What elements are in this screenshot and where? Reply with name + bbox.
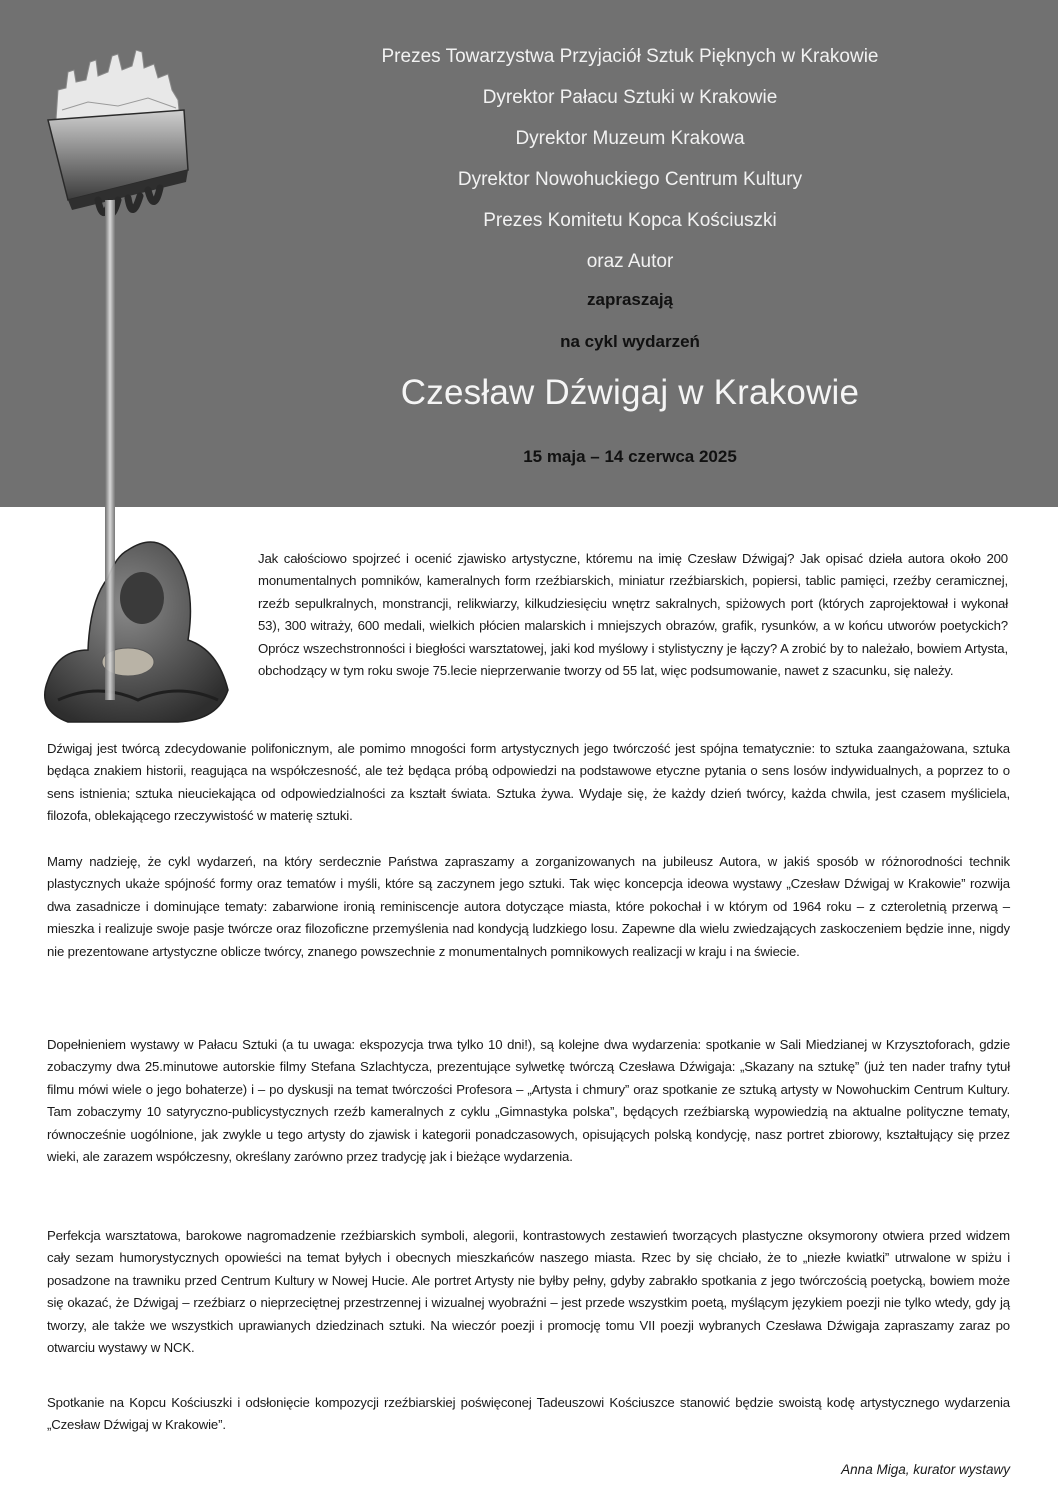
page-title: Czesław Dźwigaj w Krakowie xyxy=(400,373,860,412)
host-line-3: Dyrektor Muzeum Krakowa xyxy=(515,128,745,149)
paragraph-concept: Mamy nadzieję, że cykl wydarzeń, na który serdecznie Państwa zapraszamy a zorganizowanych na jubileusz Autora, w jakiś sposób w różnorodności technik plastycznych ukaże spójność formy oraz tematów i myśli, które są zaczynem jego sztuki. Tak więc koncepcja ideowa wystawy „Czesław Dźwigaj w Krakowie” rozwija dwa zasadnicze i dominujące tematy: zabarwione ironią reminiscencje autora dotyczące miasta, które pokochał i w którym od 1964 roku – z czteroletnią przerwą – mieszka i realizuje swoje pasje twórcze oraz filozoficzne przemyślenia nad kondycją ludzkiego losu. Zapewne dla wielu zwiedzających zaskoczeniem będzie inne, nigdy nie prezentowane artystyczne oblicze twórcy, znanego powszechnie z monumentalnych pomnikowych realizacji w kraju i na świecie. xyxy=(47,854,1010,959)
paragraph-polyphonic: Dźwigaj jest twórcą zdecydowanie polifonicznym, ale pomimo mnogości form artystycznych jego twórczość jest spójna tematycznie: to sztuka zaangażowana, sztuka będąca znakiem historii, reagująca na współczesność, ale też będąca próbą odpowiedzi na podstawowe etyczne pytania o sens losów indywidualnych, a poprzez to o sens istnienia; sztuka nieuciekająca od odpowiedzialności za kształt świata. Sztuka żywa. Wydaje się, że każdy dzień twórcy, każda chwila, jest czasem myśliciela, filozofa, oblekającego rzeczywistość w materię sztuki. xyxy=(47,741,1010,824)
host-line-4: Dyrektor Nowohuckiego Centrum Kultury xyxy=(457,169,803,190)
event-dates: 15 maja – 14 czerwca 2025 xyxy=(523,447,737,466)
host-line-1: Prezes Towarzystwa Przyjaciół Sztuk Pięknych w Krakowie xyxy=(381,46,879,67)
curator-signature: Anna Miga, kurator wystawy xyxy=(841,1462,1010,1477)
host-line-6: oraz Autor xyxy=(586,251,674,272)
invite-verb: zapraszają xyxy=(587,290,673,309)
host-line-5: Prezes Komitetu Kopca Kościuszki xyxy=(483,210,777,231)
sculpture-image xyxy=(28,50,248,730)
invite-object: na cykl wydarzeń xyxy=(560,332,700,351)
paragraph-events: Dopełnieniem wystawy w Pałacu Sztuki (a tu uwaga: ekspozycja trwa tylko 10 dni!), są kolejne dwa wydarzenia: spotkanie w Sali Miedzianej w Krzysztoforach, gdzie zobaczymy dwa 25.minutowe autorskie filmy Stefana Szlachtycza, prezentujące sylwetkę twórczą Czesława Dźwigaja: „Skazany na sztukę” (już ten nader trafny tytuł filmu mówi wiele o jego bohaterze) i – po dyskusji na temat twórczości Profesora – „Artysta i chmury” oraz spotkanie ze sztuką artysty w Nowohuckim Centrum Kultury. Tam zobaczymy 10 satyryczno-publicystycznych rzeźb kameralnych z cyklu „Gimnastyka polska”, będących rzeźbiarską wypowiedzią na aktualne polityczne tematy, równocześnie uogólnione, jak zwykle u tego artysty do zjawisk i kategorii ponadczasowych, opisujących polską kondycję, nasz portret zbiorowy, kształtujący się przez wieki, ale zarazem współczesny, określany zarówno przez tradycję jak i bieżące wydarzenia. xyxy=(47,1037,1010,1165)
host-line-2: Dyrektor Pałacu Sztuki w Krakowie xyxy=(482,87,778,108)
host-list xyxy=(300,36,960,282)
paragraph-kosciuszko: Spotkanie na Kopcu Kościuszki i odsłonięcie kompozycji rzeźbiarskiej poświęconej Tadeuszowi Kościuszce stanowić będzie swoistą kodę artystycznego wydarzenia „Czesław Dźwigaj w Krakowie”. xyxy=(47,1395,1010,1433)
paragraph-craft: Perfekcja warsztatowa, barokowe nagromadzenie rzeźbiarskich symboli, alegorii, kontrastowych zestawień tworzących plastyczne oksymorony otwiera przed widzem cały sezam humorystycznych opowieści na temat byłych i obecnych mieszkańców naszego miasta. Rzec by się chciało, że to „niezłe kwiatki” utrwalone w spiżu i posadzone na trawniku przed Centrum Kultury w Nowej Hucie. Ale portret Artysty nie byłby pełny, gdyby zabrakło spotkania z jego twórczością poetycką, bowiem może się okazać, że Dźwigaj – rzeźbiarz o nieprzeciętnej przestrzennej i wizualnej wyobraźni – jest przede wszystkim poetą, myślącym językiem poezji nie tylko wtedy, gdy ją tworzy, ale także we wszystkich uprawianych dziedzinach sztuki. Na wieczór poezji i promocję tomu VII poezji wybranych Czesława Dźwigaja zapraszamy zaraz po otwarciu wystawy w NCK. xyxy=(47,1228,1010,1356)
paragraph-intro: Jak całościowo spojrzeć i ocenić zjawisko artystyczne, któremu na imię Czesław Dźwigaj? Jak opisać dzieła autora około 200 monumentalnych pomników, kameralnych form rzeźbiarskich, miniatur rzeźbiarskich, popiersi, tablic pamięci, rzeźby ceramicznej, rzeźb sepulkralnych, monstrancji, relikwiarzy, kilkudziesięciu wnętrz sakralnych, spiżowych port (których zaprojektował i wykonał 53), 300 witraży, 600 medali, wielkich płócien malarskich i mniejszych obrazów, grafik, rysunków, a w końcu utworów poetyckich? Oprócz wszechstronności i biegłości warsztatowej, jaki kod myślowy i stylistyczny je łączy? A zrobić by to należało, bowiem Artysta, obchodzący w tym roku swoje 75.lecie nieprzerwanie tworzy od 55 lat, więc podsumowanie, nawet z szacunku, się należy. xyxy=(258,551,1008,679)
